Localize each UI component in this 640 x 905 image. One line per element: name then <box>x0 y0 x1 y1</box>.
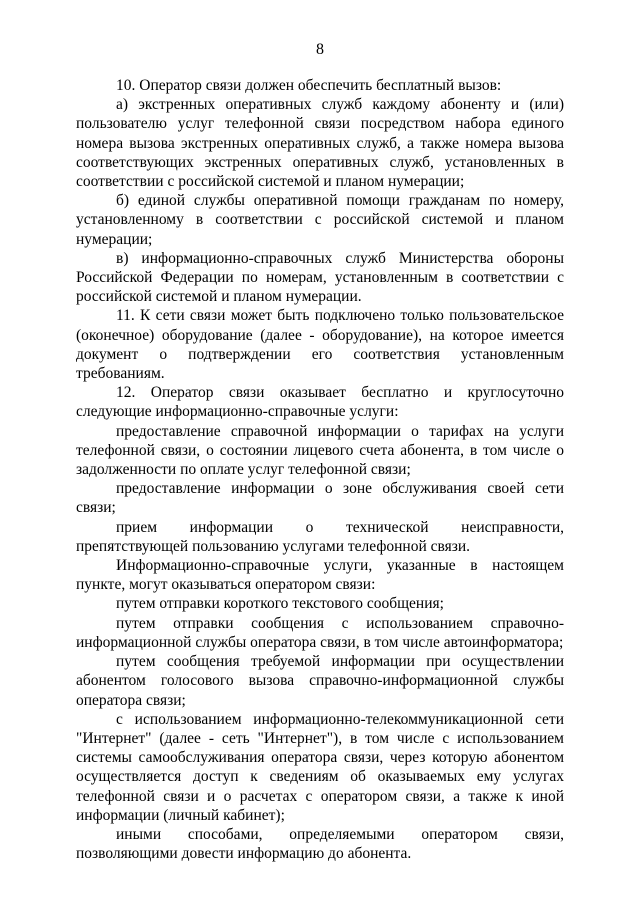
paragraph-10-v: в) информационно-справочных служб Министерства обороны Российской Федерации по номерам, установленным в соответствии с российской системой и планом нумерации. <box>76 249 564 306</box>
paragraph-10-a: а) экстренных оперативных служб каждому абоненту и (или) пользователю услуг телефонной связи посредством набора единого номера вызова экстренных оперативных служб, а также номера вызова соответствующих экстренных оперативных служб, установленных в соответствии с российской системой и планом нумерации; <box>76 96 564 191</box>
list-item-service-zone: предоставление информации о зоне обслуживания своей сети связи; <box>76 480 564 517</box>
list-item-tariff-info: предоставление справочной информации о тарифах на услуги телефонной связи, о состоянии лицевого счета абонента, в том числе о задолженности по оплате услуг телефонной связи; <box>76 422 564 479</box>
page-number: 8 <box>316 41 324 58</box>
paragraph-12-heading: 12. Оператор связи оказывает бесплатно и круглосуточно следующие информационно-справочные услуги: <box>76 384 564 421</box>
list-item-info-service-message: путем отправки сообщения с использованием справочно-информационной службы оператора связи, в том числе автоинформатора; <box>76 614 564 651</box>
paragraph-10-heading: 10. Оператор связи должен обеспечить бесплатный вызов: <box>116 77 502 94</box>
paragraph-10-b: б) единой службы оперативной помощи гражданам по номеру, установленному в соответствии с российской системой и планом нумерации; <box>76 192 564 248</box>
list-item-other-methods: иными способами, определяемыми оператором связи, позволяющими довести информацию до абонента. <box>76 825 564 863</box>
list-item-internet: с использованием информационно-телекоммуникационной сети "Интернет" (далее - сеть "Интернет"), в том числе с использованием системы самообслуживания оператора связи, через которую абонентом осуществляется доступ к сведениям об оказываемых ему услугах телефонной связи и о расчетах с оператором связи, а также к иной информации (личный кабинет); <box>76 710 564 824</box>
list-item-voice-call: путем сообщения требуемой информации при осуществлении абонентом голосового вызова справочно-информационной службы оператора связи; <box>76 653 564 709</box>
list-item-sms: путем отправки короткого текстового сообщения; <box>116 595 444 613</box>
list-item-fault-report: прием информации о технической неисправности, препятствующей пользованию услугами телефонной связи. <box>76 518 564 555</box>
paragraph-delivery-methods: Информационно-справочные услуги, указанные в настоящем пункте, могут оказываться оператором связи: <box>76 557 564 594</box>
document-body <box>76 76 564 863</box>
paragraph-11: 11. К сети связи может быть подключено только пользовательское (оконечное) оборудование (далее - оборудование), на которое имеется документ о подтверждении его соответствия установленным требованиям. <box>76 307 564 383</box>
